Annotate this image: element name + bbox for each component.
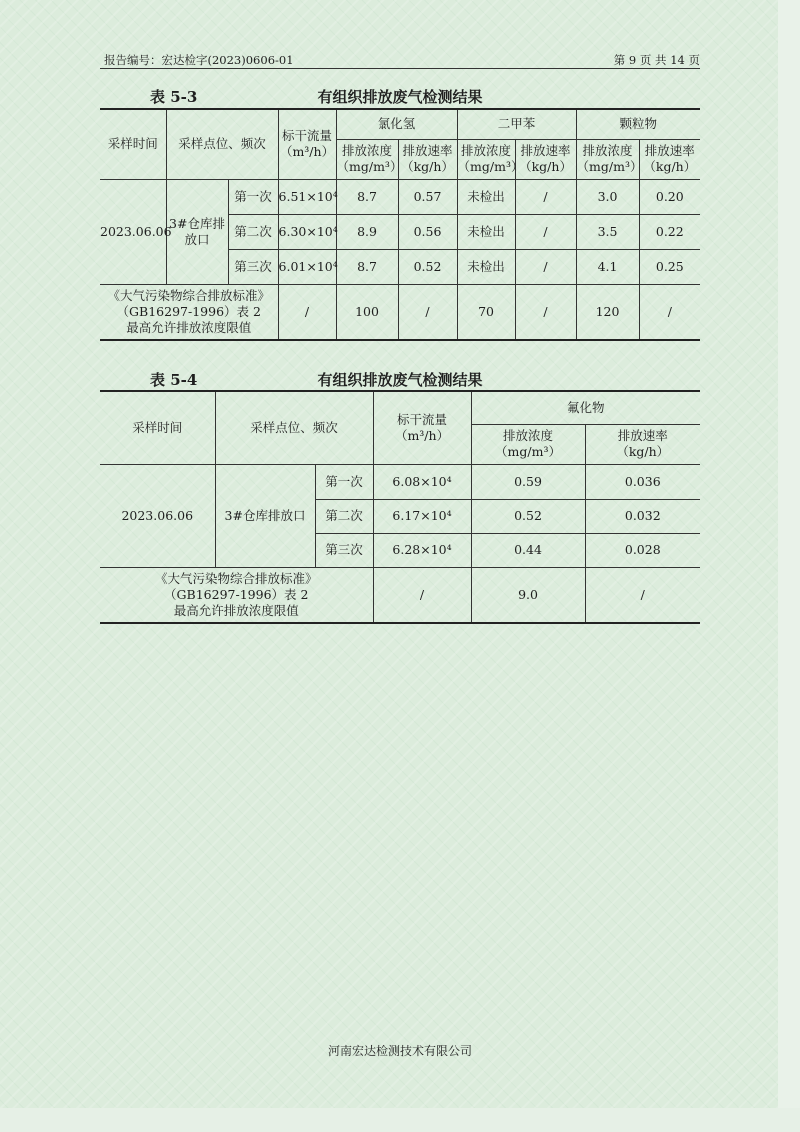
table1 [100,108,700,341]
table2-freq: 第二次 [315,499,373,533]
table1-number: 表 5-3 [150,88,198,106]
table1-header-xylene: 二甲苯 [457,109,576,139]
table2-point: 3#仓库排放口 [215,464,315,567]
report-number: 报告编号：宏达检字(2023)0606-01 [104,53,294,67]
table1-hcl-conc: 8.9 [336,214,398,249]
table1-flow: 6.30×10⁴ [278,214,336,249]
table2-conc: 0.44 [471,533,585,567]
table1-row [100,179,700,214]
table1-freq: 第一次 [228,179,278,214]
table2-limit-rate: / [585,567,700,623]
table1-header-hcl: 氯化氢 [336,109,457,139]
table1-header-pm-conc: 排放浓度 （mg/m³） [576,139,639,179]
table2-header-time: 采样时间 [100,391,215,464]
table2-freq: 第三次 [315,533,373,567]
table1-pm-conc: 3.5 [576,214,639,249]
table1-date: 2023.06.06 [100,179,166,284]
table2-header-flow-label: 标干流量 [397,411,448,427]
table1-hcl-rate: 0.52 [398,249,457,284]
table2-flow: 6.28×10⁴ [373,533,471,567]
table2-limit-conc: 9.0 [471,567,585,623]
table1-header-hcl-rate: 排放速率 （kg/h） [398,139,457,179]
table1-hcl-rate: 0.57 [398,179,457,214]
table2-flow: 6.17×10⁴ [373,499,471,533]
table1-header-xylene-conc: 排放浓度 （mg/m³） [457,139,515,179]
page-edge [778,0,800,1132]
table2-row [100,464,700,499]
table1-xylene-rate: / [515,179,576,214]
table1-xylene-conc: 未检出 [457,249,515,284]
table1-freq: 第三次 [228,249,278,284]
table1-pm-conc: 3.0 [576,179,639,214]
table1-title: 有组织排放废气检测结果 [317,88,483,106]
table1-freq: 第二次 [228,214,278,249]
table2-rate: 0.028 [585,533,700,567]
page-info: 第 9 页 共 14 页 [613,53,700,67]
page-header [104,50,700,68]
table1-limit-pm-conc: 120 [576,284,639,340]
table1-limit-hcl-rate: / [398,284,457,340]
table1-point: 3#仓库排 放口 [166,179,228,284]
table2-conc: 0.52 [471,499,585,533]
table1-limit-xylene-rate: / [515,284,576,340]
table2-standard: 《大气污染物综合排放标准》 （GB16297-1996）表 2 最高允许排放浓度限值 [100,567,373,623]
table1-standard: 《大气污染物综合排放标准》 （GB16297-1996）表 2 最高允许排放浓度限值 [100,284,278,340]
table1-pm-conc: 4.1 [576,249,639,284]
table1-hcl-rate: 0.56 [398,214,457,249]
table1-xylene-conc: 未检出 [457,214,515,249]
table1-pm-rate: 0.25 [639,249,700,284]
table2-header-rate: 排放速率 （kg/h） [585,424,700,464]
table2 [100,390,700,624]
table1-header-xylene-rate: 排放速率 （kg/h） [515,139,576,179]
table2-header-flow [373,391,471,464]
table1-limit-hcl-conc: 100 [336,284,398,340]
table2-limit-flow: / [373,567,471,623]
table1-pm-rate: 0.20 [639,179,700,214]
table1-header-location: 采样点位、频次 [166,109,278,179]
table1-header-pm-rate: 排放速率 （kg/h） [639,139,700,179]
table1-limit-xylene-conc: 70 [457,284,515,340]
table2-header-location: 采样点位、频次 [215,391,373,464]
table1-limit-pm-rate: / [639,284,700,340]
table2-header-conc: 排放浓度 （mg/m³） [471,424,585,464]
table1-xylene-rate: / [515,249,576,284]
table2-header-fluoride: 氟化物 [471,391,700,424]
table1-header-flow [278,109,336,179]
table1-flow: 6.51×10⁴ [278,179,336,214]
table1-xylene-rate: / [515,214,576,249]
table2-flow: 6.08×10⁴ [373,464,471,499]
table2-limit-row [100,567,700,623]
table2-header-flow-unit: （m³/h） [394,427,450,443]
table1-header-flow-label: 标干流量 [282,128,333,144]
table1-header-pm: 颗粒物 [576,109,700,139]
table1-header-hcl-conc: 排放浓度 （mg/m³） [336,139,398,179]
header-rule [100,68,700,69]
table1-header-flow-unit: （m³/h） [279,144,335,160]
table1-limit-row [100,284,700,340]
table2-number: 表 5-4 [150,371,198,389]
page-bottom-edge [0,1108,800,1132]
table2-rate: 0.032 [585,499,700,533]
table1-caption [100,86,700,110]
table2-freq: 第一次 [315,464,373,499]
table1-header-time: 采样时间 [100,109,166,179]
table1-flow: 6.01×10⁴ [278,249,336,284]
table2-rate: 0.036 [585,464,700,499]
company-footer: 河南宏达检测技术有限公司 [327,1044,472,1058]
table1-xylene-conc: 未检出 [457,179,515,214]
table1-limit-flow: / [278,284,336,340]
table2-date: 2023.06.06 [100,464,215,567]
table1-hcl-conc: 8.7 [336,249,398,284]
table2-conc: 0.59 [471,464,585,499]
table2-title: 有组织排放废气检测结果 [317,371,483,389]
table1-pm-rate: 0.22 [639,214,700,249]
table1-hcl-conc: 8.7 [336,179,398,214]
